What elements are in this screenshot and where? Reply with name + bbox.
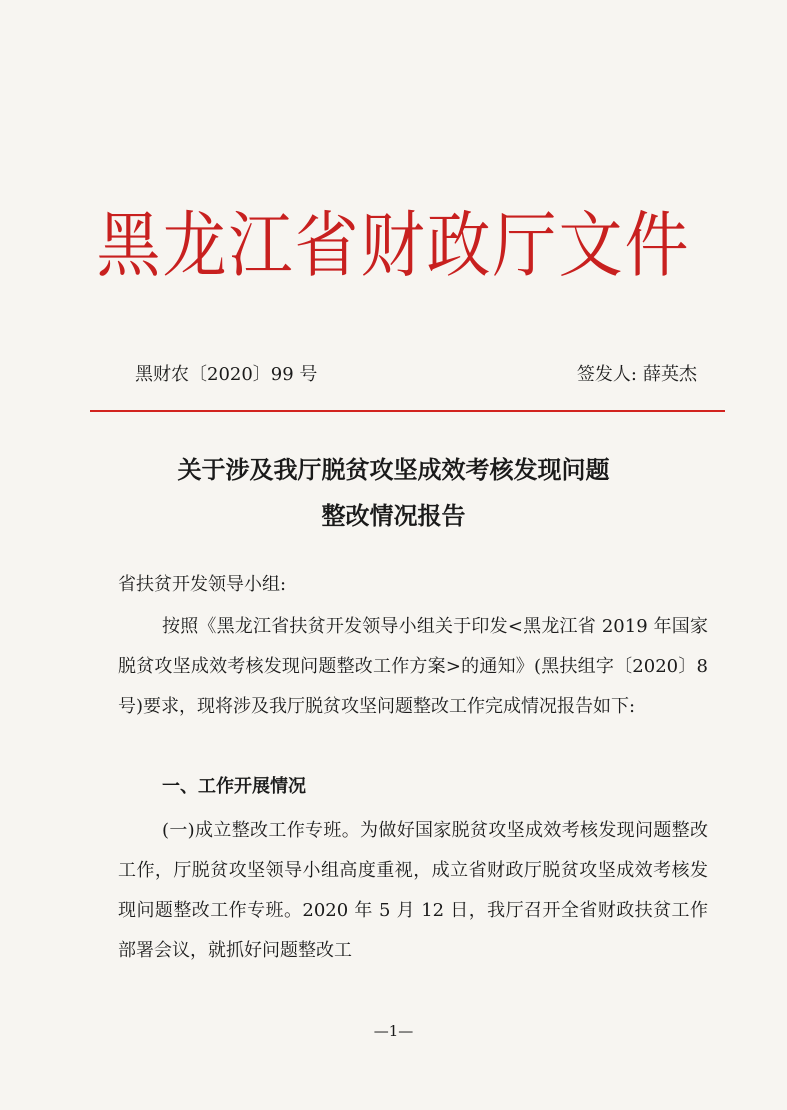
section-heading-1: 一、工作开展情况 [162,776,306,797]
report-title-line2: 整改情况报告 [321,501,466,530]
page-number: —1— [373,1022,414,1040]
document-header-title: 黑龙江省财政厅文件 [96,204,691,288]
red-divider [90,410,725,412]
addressee: 省扶贫开发领导小组: [118,574,287,595]
paragraph-2: (一)成立整改工作专班。为做好国家脱贫攻坚成效考核发现问题整改工作，厅脱贫攻坚领导小组高度重视，成立省财政厅脱贫攻坚成效考核发现问题整改工作专班。2020 年 5 月 12 日，我厅召开全省财政扶贫工作部署会议，就抓好问题整改工 [118,820,708,961]
issuer-label: 签发人: [576,364,637,385]
report-title-line1: 关于涉及我厅脱贫攻坚成效考核发现问题 [177,455,610,484]
issuer-name: 薛英杰 [643,364,697,385]
report-title [0,447,787,539]
issuer-block [577,360,697,386]
paragraph-1: 按照《黑龙江省扶贫开发领导小组关于印发<黑龙江省 2019 年国家脱贫攻坚成效考核发现问题整改工作方案>的通知》(黑扶组字〔2020〕8 号)要求，现将涉及我厅脱贫攻坚问题整改工作完成情况报告如下: [118,616,708,717]
document-number: 黑财农〔2020〕99 号 [135,364,318,385]
